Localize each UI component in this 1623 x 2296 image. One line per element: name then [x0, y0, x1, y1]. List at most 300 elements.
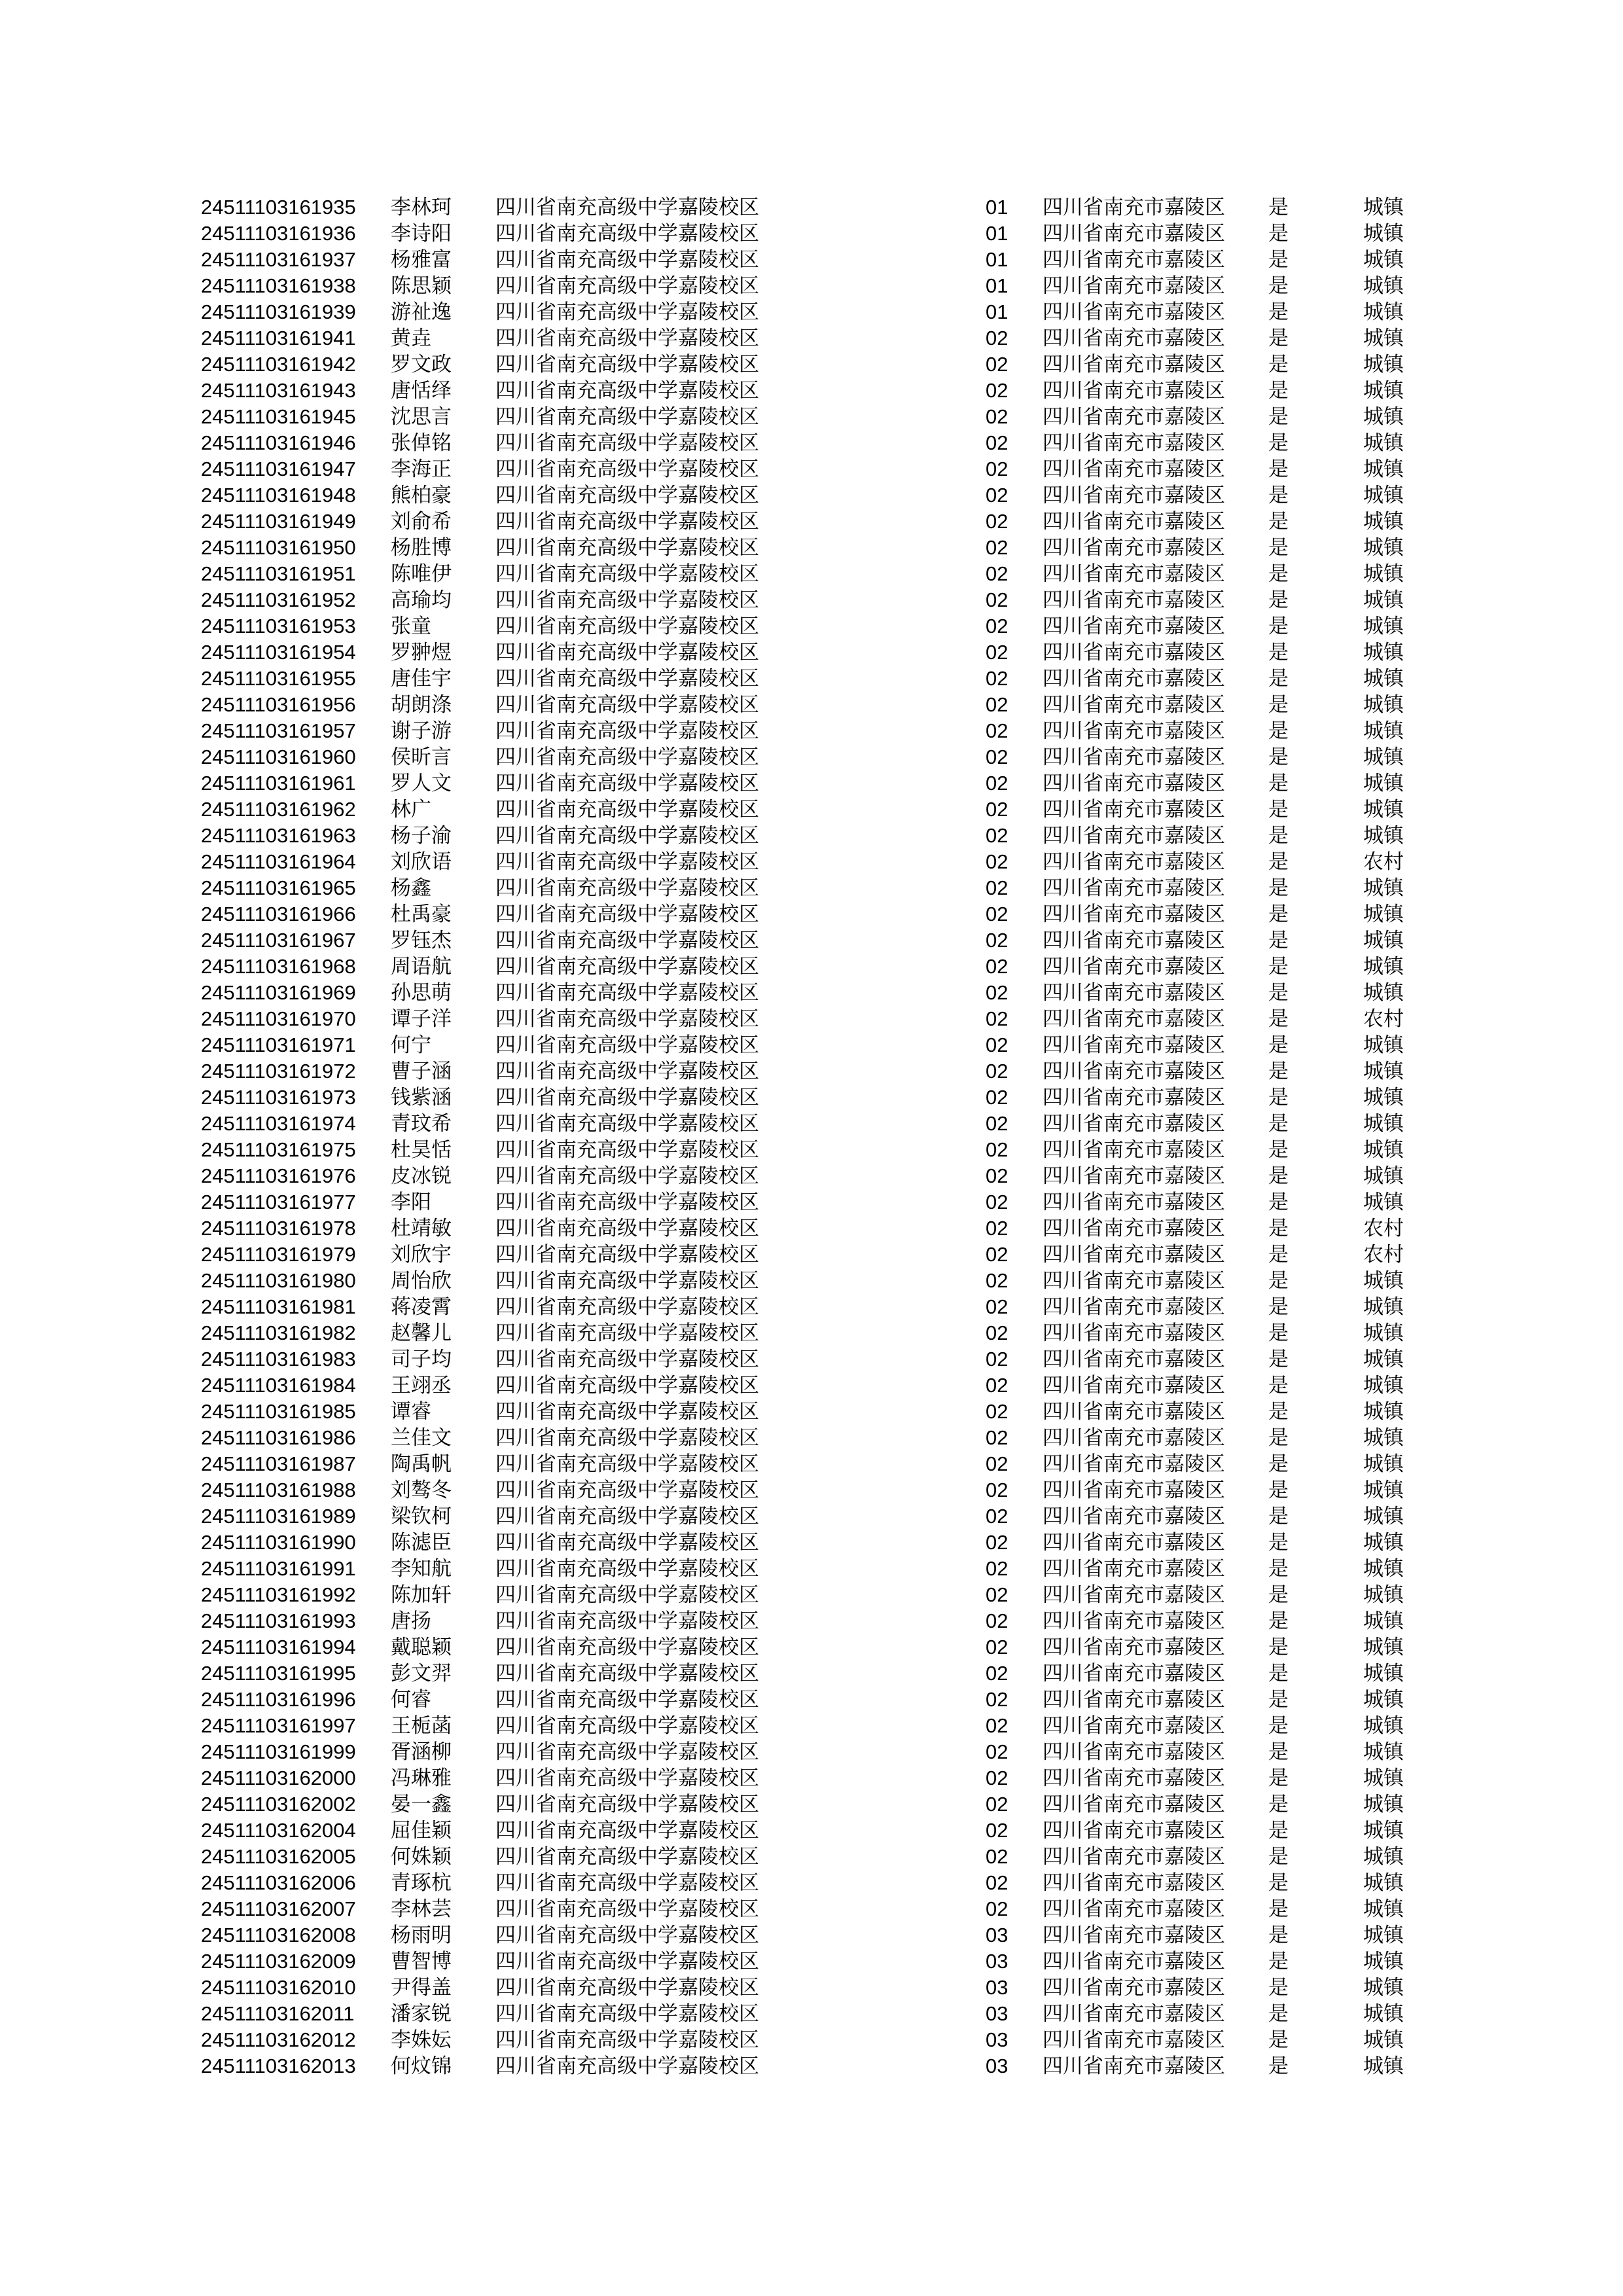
table-row — [0, 980, 1623, 1006]
class-code: 02 — [986, 1112, 1008, 1135]
household-type: 城镇 — [1363, 588, 1404, 612]
student-id: 24511103161967 — [201, 929, 356, 952]
class-code: 02 — [986, 1086, 1008, 1109]
flag-value: 是 — [1268, 850, 1289, 874]
table-row — [0, 1634, 1623, 1660]
region-name: 四川省南充市嘉陵区 — [1043, 1348, 1225, 1371]
student-id: 24511103161935 — [201, 196, 356, 219]
student-name: 赵馨儿 — [391, 1321, 452, 1345]
flag-value: 是 — [1268, 745, 1289, 769]
school-name: 四川省南充高级中学嘉陵校区 — [495, 1767, 759, 1790]
region-name: 四川省南充市嘉陵区 — [1043, 1505, 1225, 1528]
school-name: 四川省南充高级中学嘉陵校区 — [495, 1060, 759, 1083]
flag-value: 是 — [1268, 1348, 1289, 1371]
student-id: 24511103161945 — [201, 405, 356, 428]
table-row — [0, 823, 1623, 849]
region-name: 四川省南充市嘉陵区 — [1043, 719, 1225, 743]
class-code: 02 — [986, 641, 1008, 664]
table-row — [0, 221, 1623, 247]
table-row — [0, 744, 1623, 770]
household-type: 城镇 — [1363, 1688, 1404, 1712]
household-type: 城镇 — [1363, 2054, 1404, 2078]
school-name: 四川省南充高级中学嘉陵校区 — [495, 1426, 759, 1450]
household-type: 城镇 — [1363, 1348, 1404, 1371]
region-name: 四川省南充市嘉陵区 — [1043, 1452, 1225, 1476]
student-name: 周语航 — [391, 955, 452, 978]
student-id: 24511103161996 — [201, 1688, 356, 1711]
student-id: 24511103161962 — [201, 798, 356, 821]
school-name: 四川省南充高级中学嘉陵校区 — [495, 300, 759, 324]
table-row — [0, 692, 1623, 718]
region-name: 四川省南充市嘉陵区 — [1043, 1636, 1225, 1659]
flag-value: 是 — [1268, 353, 1289, 376]
region-name: 四川省南充市嘉陵区 — [1043, 536, 1225, 560]
household-type: 城镇 — [1363, 1138, 1404, 1162]
school-name: 四川省南充高级中学嘉陵校区 — [495, 1557, 759, 1581]
flag-value: 是 — [1268, 274, 1289, 298]
flag-value: 是 — [1268, 1295, 1289, 1319]
table-row — [0, 1791, 1623, 1818]
school-name: 四川省南充高级中学嘉陵校区 — [495, 222, 759, 245]
region-name: 四川省南充市嘉陵区 — [1043, 824, 1225, 848]
class-code: 02 — [986, 1007, 1008, 1030]
household-type: 城镇 — [1363, 1400, 1404, 1424]
region-name: 四川省南充市嘉陵区 — [1043, 1531, 1225, 1554]
household-type: 城镇 — [1363, 929, 1404, 952]
class-code: 02 — [986, 745, 1008, 768]
student-name: 司子均 — [391, 1348, 452, 1371]
table-row — [0, 1556, 1623, 1582]
student-name: 谭子洋 — [391, 1007, 452, 1031]
flag-value: 是 — [1268, 1557, 1289, 1581]
flag-value: 是 — [1268, 929, 1289, 952]
school-name: 四川省南充高级中学嘉陵校区 — [495, 353, 759, 376]
table-row — [0, 1372, 1623, 1399]
student-id: 24511103161981 — [201, 1295, 356, 1318]
household-type: 城镇 — [1363, 327, 1404, 350]
school-name: 四川省南充高级中学嘉陵校区 — [495, 1164, 759, 1188]
flag-value: 是 — [1268, 1426, 1289, 1450]
region-name: 四川省南充市嘉陵区 — [1043, 1164, 1225, 1188]
class-code: 03 — [986, 1950, 1008, 1973]
class-code: 02 — [986, 405, 1008, 428]
flag-value: 是 — [1268, 2028, 1289, 2052]
school-name: 四川省南充高级中学嘉陵校区 — [495, 641, 759, 664]
student-id: 24511103161971 — [201, 1033, 356, 1056]
household-type: 城镇 — [1363, 510, 1404, 533]
student-name: 陈滤臣 — [391, 1531, 452, 1554]
flag-value: 是 — [1268, 1950, 1289, 1973]
student-id: 24511103162013 — [201, 2054, 356, 2077]
student-name: 李海正 — [391, 457, 452, 481]
student-id: 24511103162011 — [201, 2002, 355, 2025]
household-type: 城镇 — [1363, 693, 1404, 717]
flag-value: 是 — [1268, 222, 1289, 245]
household-type: 城镇 — [1363, 1871, 1404, 1895]
table-row — [0, 1320, 1623, 1346]
region-name: 四川省南充市嘉陵区 — [1043, 405, 1225, 429]
student-id: 24511103161976 — [201, 1164, 356, 1187]
student-id: 24511103161974 — [201, 1112, 356, 1135]
student-name: 梁钦柯 — [391, 1505, 452, 1528]
household-type: 城镇 — [1363, 457, 1404, 481]
flag-value: 是 — [1268, 1452, 1289, 1476]
student-id: 24511103161954 — [201, 641, 356, 664]
household-type: 城镇 — [1363, 1505, 1404, 1528]
student-name: 侯昕言 — [391, 745, 452, 769]
region-name: 四川省南充市嘉陵区 — [1043, 955, 1225, 978]
household-type: 城镇 — [1363, 196, 1404, 219]
region-name: 四川省南充市嘉陵区 — [1043, 1374, 1225, 1397]
table-row — [0, 901, 1623, 927]
region-name: 四川省南充市嘉陵区 — [1043, 1269, 1225, 1293]
table-row — [0, 2027, 1623, 2053]
student-name: 谢子游 — [391, 719, 452, 743]
student-name: 谭睿 — [391, 1400, 431, 1424]
household-type: 城镇 — [1363, 1426, 1404, 1450]
flag-value: 是 — [1268, 1400, 1289, 1424]
region-name: 四川省南充市嘉陵区 — [1043, 1897, 1225, 1921]
student-id: 24511103161966 — [201, 903, 356, 925]
region-name: 四川省南充市嘉陵区 — [1043, 1557, 1225, 1581]
flag-value: 是 — [1268, 693, 1289, 717]
school-name: 四川省南充高级中学嘉陵校区 — [495, 929, 759, 952]
school-name: 四川省南充高级中学嘉陵校区 — [495, 1086, 759, 1109]
region-name: 四川省南充市嘉陵区 — [1043, 562, 1225, 586]
household-type: 城镇 — [1363, 1479, 1404, 1502]
table-row — [0, 535, 1623, 561]
student-name: 杨子渝 — [391, 824, 452, 848]
region-name: 四川省南充市嘉陵区 — [1043, 1740, 1225, 1764]
region-name: 四川省南充市嘉陵区 — [1043, 1950, 1225, 1973]
flag-value: 是 — [1268, 562, 1289, 586]
class-code: 02 — [986, 1400, 1008, 1423]
class-code: 02 — [986, 772, 1008, 795]
household-type: 城镇 — [1363, 1531, 1404, 1554]
table-row — [0, 666, 1623, 692]
household-type: 城镇 — [1363, 1636, 1404, 1659]
student-name: 陈唯伊 — [391, 562, 452, 586]
region-name: 四川省南充市嘉陵区 — [1043, 667, 1225, 691]
class-code: 02 — [986, 1793, 1008, 1816]
household-type: 城镇 — [1363, 536, 1404, 560]
class-code: 02 — [986, 719, 1008, 742]
region-name: 四川省南充市嘉陵区 — [1043, 903, 1225, 926]
student-id: 24511103161968 — [201, 955, 356, 978]
household-type: 城镇 — [1363, 1295, 1404, 1319]
table-row — [0, 2053, 1623, 2079]
flag-value: 是 — [1268, 1583, 1289, 1607]
table-row — [0, 1451, 1623, 1477]
region-name: 四川省南充市嘉陵区 — [1043, 1662, 1225, 1685]
class-code: 01 — [986, 248, 1008, 271]
student-id: 24511103161982 — [201, 1321, 356, 1344]
student-name: 刘俞希 — [391, 510, 452, 533]
class-code: 02 — [986, 1609, 1008, 1632]
school-name: 四川省南充高级中学嘉陵校区 — [495, 1583, 759, 1607]
flag-value: 是 — [1268, 1243, 1289, 1266]
table-row — [0, 273, 1623, 299]
flag-value: 是 — [1268, 824, 1289, 848]
household-type: 城镇 — [1363, 1740, 1404, 1764]
student-name: 曹智博 — [391, 1950, 452, 1973]
flag-value: 是 — [1268, 1374, 1289, 1397]
region-name: 四川省南充市嘉陵区 — [1043, 693, 1225, 717]
region-name: 四川省南充市嘉陵区 — [1043, 1609, 1225, 1633]
household-type: 城镇 — [1363, 431, 1404, 455]
table-row — [0, 1922, 1623, 1948]
student-id: 24511103161973 — [201, 1086, 356, 1109]
flag-value: 是 — [1268, 510, 1289, 533]
class-code: 02 — [986, 1897, 1008, 1920]
student-name: 杨雅富 — [391, 248, 452, 272]
student-id: 24511103161979 — [201, 1243, 356, 1266]
region-name: 四川省南充市嘉陵区 — [1043, 1400, 1225, 1424]
table-row — [0, 325, 1623, 351]
student-name: 刘欣宇 — [391, 1243, 452, 1266]
region-name: 四川省南充市嘉陵区 — [1043, 1871, 1225, 1895]
flag-value: 是 — [1268, 1164, 1289, 1188]
student-name: 何姝颖 — [391, 1845, 452, 1869]
class-code: 02 — [986, 1033, 1008, 1056]
household-type: 城镇 — [1363, 903, 1404, 926]
student-id: 24511103161964 — [201, 850, 356, 873]
student-id: 24511103161949 — [201, 510, 356, 533]
flag-value: 是 — [1268, 719, 1289, 743]
region-name: 四川省南充市嘉陵区 — [1043, 2028, 1225, 2052]
student-id: 24511103161939 — [201, 300, 356, 323]
student-name: 杜昊恬 — [391, 1138, 452, 1162]
household-type: 城镇 — [1363, 484, 1404, 507]
school-name: 四川省南充高级中学嘉陵校区 — [495, 1819, 759, 1842]
table-row — [0, 1818, 1623, 1844]
school-name: 四川省南充高级中学嘉陵校区 — [495, 1033, 759, 1057]
region-name: 四川省南充市嘉陵区 — [1043, 327, 1225, 350]
student-name: 冯琳雅 — [391, 1767, 452, 1790]
student-id: 24511103161950 — [201, 536, 356, 559]
class-code: 03 — [986, 2028, 1008, 2051]
student-name: 游祉逸 — [391, 300, 452, 324]
student-id: 24511103161960 — [201, 745, 356, 768]
school-name: 四川省南充高级中学嘉陵校区 — [495, 1295, 759, 1319]
household-type: 城镇 — [1363, 1662, 1404, 1685]
student-id: 24511103161983 — [201, 1348, 356, 1371]
region-name: 四川省南充市嘉陵区 — [1043, 1086, 1225, 1109]
flag-value: 是 — [1268, 1871, 1289, 1895]
school-name: 四川省南充高级中学嘉陵校区 — [495, 379, 759, 403]
student-id: 24511103161993 — [201, 1609, 356, 1632]
class-code: 02 — [986, 929, 1008, 952]
student-id: 24511103161961 — [201, 772, 356, 795]
student-id: 24511103161977 — [201, 1191, 356, 1213]
student-id: 24511103161991 — [201, 1557, 356, 1580]
student-id: 24511103162000 — [201, 1767, 356, 1789]
flag-value: 是 — [1268, 1714, 1289, 1738]
student-name: 李诗阳 — [391, 222, 452, 245]
table-row — [0, 1346, 1623, 1372]
student-id: 24511103161955 — [201, 667, 356, 690]
class-code: 01 — [986, 300, 1008, 323]
class-code: 02 — [986, 1767, 1008, 1789]
student-id: 24511103161972 — [201, 1060, 356, 1083]
household-type: 城镇 — [1363, 1583, 1404, 1607]
household-type: 城镇 — [1363, 1321, 1404, 1345]
household-type: 城镇 — [1363, 1033, 1404, 1057]
school-name: 四川省南充高级中学嘉陵校区 — [495, 1609, 759, 1633]
household-type: 城镇 — [1363, 1269, 1404, 1293]
flag-value: 是 — [1268, 876, 1289, 900]
class-code: 02 — [986, 1243, 1008, 1266]
school-name: 四川省南充高级中学嘉陵校区 — [495, 536, 759, 560]
class-code: 02 — [986, 1217, 1008, 1240]
household-type: 城镇 — [1363, 2002, 1404, 2026]
household-type: 农村 — [1363, 1217, 1404, 1240]
student-name: 何睿 — [391, 1688, 431, 1712]
household-type: 城镇 — [1363, 1819, 1404, 1842]
class-code: 02 — [986, 1662, 1008, 1685]
class-code: 01 — [986, 196, 1008, 219]
student-id: 24511103161953 — [201, 615, 356, 637]
household-type: 城镇 — [1363, 615, 1404, 638]
school-name: 四川省南充高级中学嘉陵校区 — [495, 1479, 759, 1502]
table-row — [0, 404, 1623, 430]
flag-value: 是 — [1268, 1217, 1289, 1240]
flag-value: 是 — [1268, 2002, 1289, 2026]
household-type: 城镇 — [1363, 300, 1404, 324]
school-name: 四川省南充高级中学嘉陵校区 — [495, 431, 759, 455]
school-name: 四川省南充高级中学嘉陵校区 — [495, 693, 759, 717]
school-name: 四川省南充高级中学嘉陵校区 — [495, 2002, 759, 2026]
class-code: 02 — [986, 1688, 1008, 1711]
flag-value: 是 — [1268, 1845, 1289, 1869]
region-name: 四川省南充市嘉陵区 — [1043, 274, 1225, 298]
class-code: 02 — [986, 536, 1008, 559]
student-id: 24511103161942 — [201, 353, 356, 376]
student-name: 张倬铭 — [391, 431, 452, 455]
region-name: 四川省南充市嘉陵区 — [1043, 379, 1225, 403]
student-id: 24511103161965 — [201, 876, 356, 899]
household-type: 城镇 — [1363, 405, 1404, 429]
student-id: 24511103161999 — [201, 1740, 356, 1763]
table-row — [0, 639, 1623, 666]
class-code: 02 — [986, 955, 1008, 978]
class-code: 02 — [986, 667, 1008, 690]
student-id: 24511103161938 — [201, 274, 356, 297]
student-id: 24511103162012 — [201, 2028, 356, 2051]
household-type: 城镇 — [1363, 1897, 1404, 1921]
region-name: 四川省南充市嘉陵区 — [1043, 222, 1225, 245]
class-code: 02 — [986, 327, 1008, 350]
student-name: 陈加轩 — [391, 1583, 452, 1607]
school-name: 四川省南充高级中学嘉陵校区 — [495, 248, 759, 272]
student-name: 杨雨明 — [391, 1924, 452, 1947]
student-id: 24511103161985 — [201, 1400, 356, 1423]
household-type: 城镇 — [1363, 1452, 1404, 1476]
student-id: 24511103162004 — [201, 1819, 356, 1842]
region-name: 四川省南充市嘉陵区 — [1043, 457, 1225, 481]
class-code: 03 — [986, 1976, 1008, 1999]
table-row — [0, 1530, 1623, 1556]
table-row — [0, 1870, 1623, 1896]
region-name: 四川省南充市嘉陵区 — [1043, 1583, 1225, 1607]
student-name: 青玟希 — [391, 1112, 452, 1136]
student-name: 李姝妘 — [391, 2028, 452, 2052]
student-name: 唐扬 — [391, 1609, 431, 1633]
flag-value: 是 — [1268, 1531, 1289, 1554]
flag-value: 是 — [1268, 405, 1289, 429]
school-name: 四川省南充高级中学嘉陵校区 — [495, 1950, 759, 1973]
table-row — [0, 1765, 1623, 1791]
flag-value: 是 — [1268, 1033, 1289, 1057]
class-code: 03 — [986, 1924, 1008, 1946]
school-name: 四川省南充高级中学嘉陵校区 — [495, 1112, 759, 1136]
student-id: 24511103161952 — [201, 588, 356, 611]
student-name: 胡朗涤 — [391, 693, 452, 717]
region-name: 四川省南充市嘉陵区 — [1043, 1819, 1225, 1842]
class-code: 02 — [986, 824, 1008, 847]
school-name: 四川省南充高级中学嘉陵校区 — [495, 1845, 759, 1869]
class-code: 02 — [986, 981, 1008, 1004]
table-row — [0, 1896, 1623, 1922]
household-type: 城镇 — [1363, 248, 1404, 272]
student-id: 24511103162009 — [201, 1950, 356, 1973]
student-id: 24511103162010 — [201, 1976, 356, 1999]
school-name: 四川省南充高级中学嘉陵校区 — [495, 824, 759, 848]
table-row — [0, 1660, 1623, 1687]
class-code: 01 — [986, 222, 1008, 245]
household-type: 城镇 — [1363, 719, 1404, 743]
flag-value: 是 — [1268, 588, 1289, 612]
flag-value: 是 — [1268, 536, 1289, 560]
class-code: 02 — [986, 1164, 1008, 1187]
household-type: 城镇 — [1363, 1112, 1404, 1136]
class-code: 02 — [986, 1505, 1008, 1528]
table-row — [0, 849, 1623, 875]
student-name: 彭文羿 — [391, 1662, 452, 1685]
school-name: 四川省南充高级中学嘉陵校区 — [495, 588, 759, 612]
region-name: 四川省南充市嘉陵区 — [1043, 1924, 1225, 1947]
student-name: 胥涵柳 — [391, 1740, 452, 1764]
student-id: 24511103161946 — [201, 431, 356, 454]
class-code: 02 — [986, 353, 1008, 376]
region-name: 四川省南充市嘉陵区 — [1043, 1845, 1225, 1869]
table-row — [0, 456, 1623, 482]
student-id: 24511103161994 — [201, 1636, 356, 1659]
student-name: 杜禹豪 — [391, 903, 452, 926]
class-code: 02 — [986, 484, 1008, 507]
school-name: 四川省南充高级中学嘉陵校区 — [495, 1505, 759, 1528]
student-name: 陈思颖 — [391, 274, 452, 298]
table-row — [0, 1713, 1623, 1739]
flag-value: 是 — [1268, 1060, 1289, 1083]
school-name: 四川省南充高级中学嘉陵校区 — [495, 1636, 759, 1659]
region-name: 四川省南充市嘉陵区 — [1043, 929, 1225, 952]
region-name: 四川省南充市嘉陵区 — [1043, 1426, 1225, 1450]
table-row — [0, 1948, 1623, 1975]
flag-value: 是 — [1268, 1976, 1289, 2000]
flag-value: 是 — [1268, 484, 1289, 507]
household-type: 城镇 — [1363, 562, 1404, 586]
school-name: 四川省南充高级中学嘉陵校区 — [495, 1531, 759, 1554]
school-name: 四川省南充高级中学嘉陵校区 — [495, 903, 759, 926]
school-name: 四川省南充高级中学嘉陵校区 — [495, 1452, 759, 1476]
student-name: 曹子涵 — [391, 1060, 452, 1083]
flag-value: 是 — [1268, 1793, 1289, 1816]
region-name: 四川省南充市嘉陵区 — [1043, 1033, 1225, 1057]
student-name: 杜靖敏 — [391, 1217, 452, 1240]
school-name: 四川省南充高级中学嘉陵校区 — [495, 667, 759, 691]
class-code: 02 — [986, 1871, 1008, 1894]
